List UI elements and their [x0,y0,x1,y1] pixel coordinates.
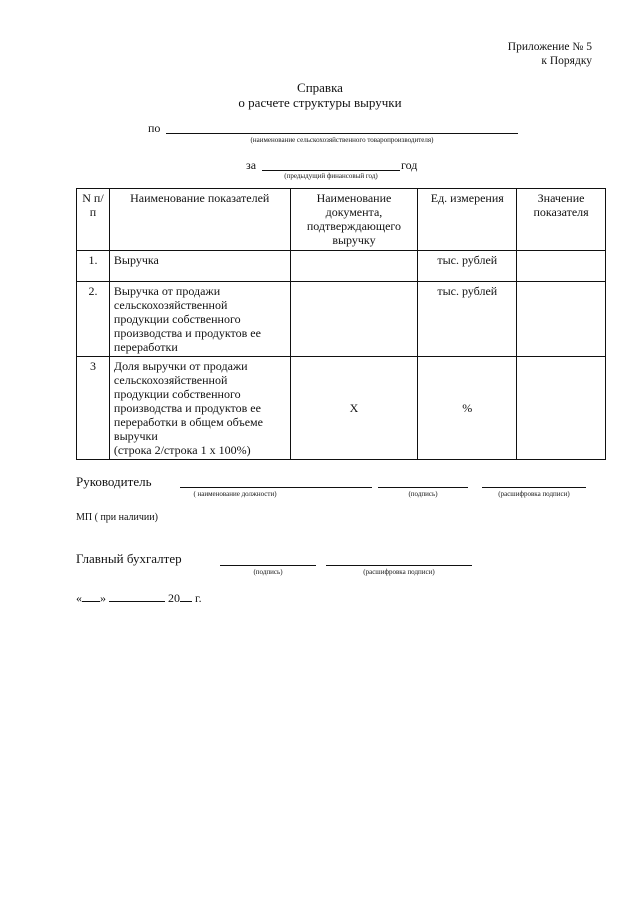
head-signature-field[interactable] [378,487,468,488]
row-number: 2. [77,282,110,357]
head-decoding-field[interactable] [482,487,586,488]
date-open-quote: « [76,591,82,605]
appendix-reference: к Порядку [541,55,592,67]
document-title [0,80,640,110]
row-value-cell[interactable] [517,357,606,460]
date-day-field[interactable] [82,591,100,602]
period-caption: (предыдущий финансовый год) [284,172,378,180]
row-indicator-formula: (строка 2/строка 1 x 100%) [113,443,251,457]
row-document-cell[interactable] [290,251,418,282]
date-line [76,591,202,606]
table-header-row [77,189,606,251]
accountant-decoding-field[interactable] [326,565,472,566]
header-unit: Ед. измерения [418,189,517,251]
head-position-field[interactable] [180,487,372,488]
header-number: N п/п [77,189,110,251]
date-month-field[interactable] [109,591,165,602]
period-year-field[interactable] [262,170,400,171]
date-year-field[interactable] [180,591,192,602]
head-label: Руководитель [76,474,152,489]
head-position-caption: ( наименование должности) [193,490,277,498]
table-row [77,282,606,357]
row-number: 3 [77,357,110,460]
producer-prefix: по [148,121,161,135]
row-document-mark: X [290,357,418,460]
row-number: 1. [77,251,110,282]
row-indicator: Выручка [109,251,290,282]
header-document: Наименование документа, подтверждающего выручку [290,189,418,251]
row-document-cell[interactable] [290,282,418,357]
accountant-signature-caption: (подпись) [253,568,283,576]
row-indicator [109,357,290,460]
accountant-label: Главный бухгалтер [76,551,182,566]
stamp-note: МП ( при наличии) [76,512,158,523]
row-unit: тыс. рублей [418,282,517,357]
table-row [77,251,606,282]
row-value-cell[interactable] [517,251,606,282]
head-signature-caption: (подпись) [408,490,438,498]
title-sub: о расчете структуры выручки [238,95,402,110]
row-indicator: Выручка от продажи сельскохозяйственной продукции собственного производства и продуктов ее переработки [109,282,290,357]
period-suffix: год [401,158,418,172]
accountant-decoding-caption: (расшифровка подписи) [363,568,435,576]
row-unit: % [418,357,517,460]
row-value-cell[interactable] [517,282,606,357]
appendix-note [508,40,592,68]
date-close-quote: » [100,591,106,605]
row-unit: тыс. рублей [418,251,517,282]
table-row [77,357,606,460]
producer-name-field[interactable] [166,133,518,134]
title-main: Справка [297,80,343,95]
revenue-structure-table [76,188,606,460]
header-value: Значение показателя [517,189,606,251]
producer-caption: (наименование сельскохозяйственного товаропроизводителя) [250,136,434,144]
head-decoding-caption: (расшифровка подписи) [498,490,570,498]
appendix-number: Приложение № 5 [507,41,592,53]
header-indicator: Наименование показателей [109,189,290,251]
row-indicator-text: Доля выручки от продажи сельскохозяйственной продукции собственного производства и продуктов ее переработки в общем объеме выручки [113,359,263,443]
date-year-suffix: г. [195,591,202,605]
period-prefix: за [246,158,257,172]
date-year-prefix: 20 [168,591,180,605]
accountant-signature-field[interactable] [220,565,316,566]
